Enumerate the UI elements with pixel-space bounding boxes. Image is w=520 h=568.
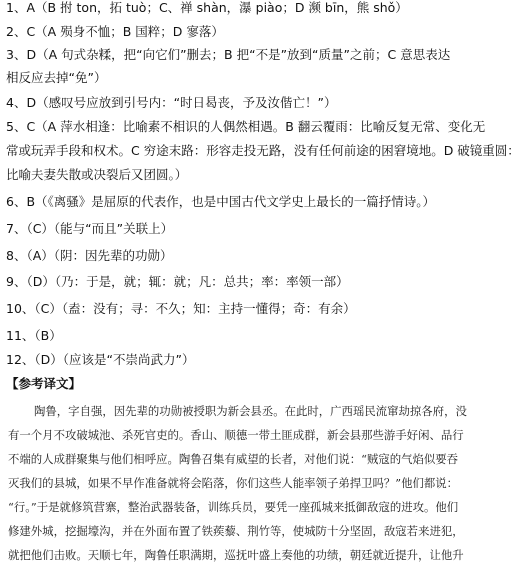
translation-line: 就把他们击败。天顺七年，陶鲁任职满期，巡抚叶盛上奏他的功绩，朝廷就近提升，让他升 [8, 548, 464, 562]
translation-line: 不端的人成群聚集与他们相呼应。陶鲁召集有威望的长者，对他们说：“贼寇的气焰似要吞 [8, 452, 459, 466]
answer-12: 12、（D）（应该是“不崇尚武力”） [6, 352, 195, 367]
answer-4: 4、D（感叹号应放到引号内：“时日曷丧，予及汝偕亡！”） [6, 95, 337, 110]
answer-1: 1、A（B 拊 ton，拓 tuò；C、禅 shàn，瀑 piào；D 濒 bīn，熊 shǒ） [6, 0, 408, 15]
translation-line: 灭我们的县城，如果不早作准备就将会陷落，你们这些人能率领子弟捍卫吗？”他们都说： [8, 476, 459, 490]
answer-5-cont: 常或玩弄手段和权术。C 穷途末路：形容走投无路，没有任何前途的困窘境地。D 破镜重圆： [6, 143, 520, 158]
answer-5-cont: 比喻夫妻失散或决裂后又团圆。） [6, 167, 188, 182]
answer-11: 11、（B） [6, 328, 62, 343]
answer-10: 10、（C）（盍：没有；寻：不久；知：主持一懂得；奇：有余） [6, 301, 356, 316]
answer-5: 5、C（A 萍水相逢：比喻素不相识的人偶然相遇。B 翻云覆雨：比喻反复无常、变化无 [6, 119, 486, 134]
answer-3-cont: 相反应去掉“免”） [6, 70, 107, 85]
translation-line: 陶鲁，字自强，因先辈的功勋被授职为新会县丞。在此时，广西瑶民流窜劫掠各府，没 [34, 404, 467, 418]
translation-line: 有一个月不攻破城池、杀死官吏的。香山、顺德一带土匪成群，新会县那些游手好闲、品行 [8, 428, 464, 442]
answer-8: 8、（A）（阴：因先辈的功勋） [6, 248, 173, 263]
answer-2: 2、C（A 殒身不恤；B 国粹；D 寥落） [6, 24, 224, 39]
translation-line: “行。”于是就修筑营寨，整治武器装备，训练兵员，要凭一座孤城来抵御敌寇的进攻。他们 [8, 500, 459, 514]
section-heading: 【参考译文】 [6, 376, 82, 391]
answer-6: 6、B（《离骚》是屈原的代表作，也是中国古代文学史上最长的一篇抒情诗。） [6, 194, 436, 209]
answer-7: 7、（C）（能与“而且”关联上） [6, 221, 174, 236]
answer-3: 3、D（A 句式杂糅，把“向它们”删去；B 把“不是”放到“质量”之前；C 意思表达 [6, 47, 451, 62]
translation-line: 修建外城，挖掘壕沟，并在外面布置了铁蒺藜、荆竹等，使城防十分坚固，敌寇若来进犯， [8, 524, 464, 538]
answer-9: 9、（D）（乃：于是，就；辄：就；凡：总共；率：率领一部） [6, 274, 349, 289]
